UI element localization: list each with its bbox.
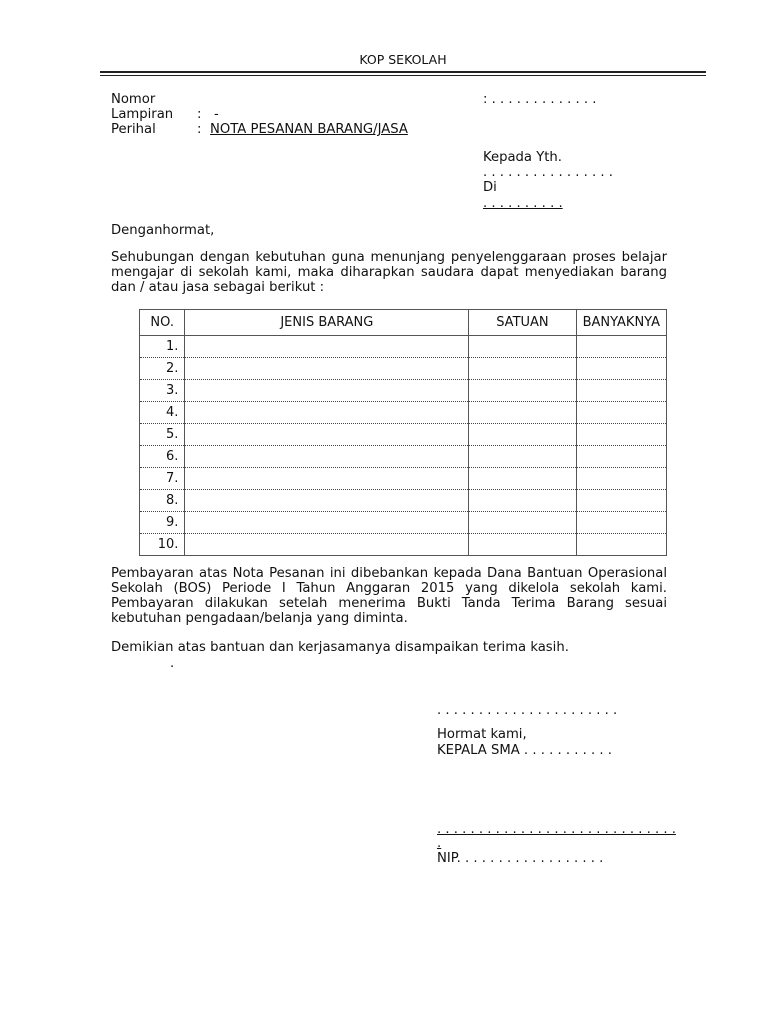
satuan-cell [469,468,576,490]
satuan-cell [469,512,576,534]
signature-nip: NIP. . . . . . . . . . . . . . . . . . [437,851,604,866]
satuan-cell [469,336,576,358]
table-header-row [140,310,667,336]
payment-paragraph: Pembayaran atas Nota Pesanan ini dibebankan kepada Dana Bantuan Operasional Sekolah (BOS) Periode I Tahun Anggaran 2015 yang dikelola sekolah kami. Pembayaran dilakukan setelah menerima Bukti Tanda Terima Barang sesuai kebutuhan pengadaan/belanja yang diminta. [111,566,667,626]
recipient-name: . . . . . . . . . . . . . . . . [483,165,613,180]
table-row [140,358,667,380]
jenis-barang-cell [185,424,469,446]
row-number: 9. [140,512,185,534]
banyaknya-cell [576,512,666,534]
letterhead-rule-thick [100,71,706,73]
jenis-barang-cell [185,446,469,468]
order-table [139,309,667,556]
banyaknya-cell [576,446,666,468]
banyaknya-cell [576,490,666,512]
header-satuan: SATUAN [469,310,576,336]
jenis-barang-cell [185,490,469,512]
closing-sentence: Demikian atas bantuan dan kerjasamanya disampaikan terima kasih. [111,640,569,655]
stray-dot: . [170,656,175,671]
header-jenis-barang: JENIS BARANG [185,310,469,336]
row-number: 2. [140,358,185,380]
jenis-barang-cell [185,380,469,402]
jenis-barang-cell [185,402,469,424]
lampiran-label: Lampiran [111,107,174,122]
satuan-cell [469,534,576,556]
recipient-di: Di [483,180,497,195]
jenis-barang-cell [185,512,469,534]
row-number: 10. [140,534,185,556]
table-row [140,424,667,446]
intro-paragraph: Sehubungan dengan kebutuhan guna menunjang penyelenggaraan proses belajar mengajar di sekolah kami, maka diharapkan saudara dapat menyediakan barang dan / atau jasa sebagai berikut : [111,250,667,295]
row-number: 8. [140,490,185,512]
jenis-barang-cell [185,468,469,490]
row-number: 6. [140,446,185,468]
banyaknya-cell [576,402,666,424]
place-date-line: . . . . . . . . . . . . . . . . . . . . . . [437,703,618,718]
header-banyaknya: BANYAKNYA [576,310,666,336]
table-row [140,336,667,358]
table-row [140,446,667,468]
perihal-separator: : [197,122,202,137]
signature-name-line-cont: . [437,836,442,851]
table-row [140,534,667,556]
table-row [140,402,667,424]
satuan-cell [469,402,576,424]
lampiran-separator: : [197,107,202,122]
banyaknya-cell [576,468,666,490]
banyaknya-cell [576,380,666,402]
signature-name-line: . . . . . . . . . . . . . . . . . . . . . . . . . . . . . [437,822,676,837]
jenis-barang-cell [185,534,469,556]
satuan-cell [469,380,576,402]
jenis-barang-cell [185,358,469,380]
satuan-cell [469,446,576,468]
row-number: 5. [140,424,185,446]
recipient-place: . . . . . . . . . . [483,196,563,211]
banyaknya-cell [576,336,666,358]
table-row [140,512,667,534]
nomor-value: : . . . . . . . . . . . . . [483,92,597,107]
salutation: Denganhormat, [111,223,215,238]
banyaknya-cell [576,358,666,380]
row-number: 3. [140,380,185,402]
recipient-greeting: Kepada Yth. [483,150,562,165]
satuan-cell [469,490,576,512]
header-no: NO. [140,310,185,336]
satuan-cell [469,424,576,446]
signature-hormat: Hormat kami, [437,727,527,742]
table-row [140,380,667,402]
banyaknya-cell [576,424,666,446]
row-number: 4. [140,402,185,424]
nomor-label: Nomor [111,92,156,107]
table-row [140,490,667,512]
signature-jabatan: KEPALA SMA . . . . . . . . . . . [437,743,612,758]
satuan-cell [469,358,576,380]
row-number: 7. [140,468,185,490]
letterhead-rule-thin [100,75,706,76]
row-number: 1. [140,336,185,358]
perihal-value: NOTA PESANAN BARANG/JASA [210,122,408,137]
jenis-barang-cell [185,336,469,358]
banyaknya-cell [576,534,666,556]
lampiran-value: - [214,107,219,122]
table-row [140,468,667,490]
perihal-label: Perihal [111,122,156,137]
letterhead-title: KOP SEKOLAH [359,52,447,67]
